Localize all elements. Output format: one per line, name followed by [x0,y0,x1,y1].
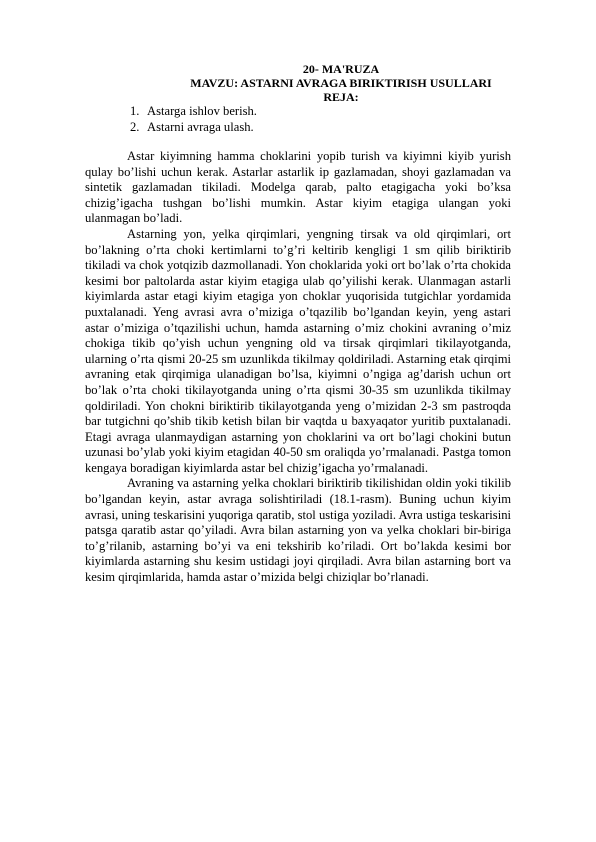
plan-item-text: Astarga ishlov berish. [147,104,257,118]
plan-item-text: Astarni avraga ulash. [147,119,254,134]
plan-title: REJA: [323,90,359,104]
plan-list [130,104,257,135]
lecture-topic: MAVZU: ASTARNI AVRAGA BIRIKTIRISH USULLARI [190,76,492,90]
paragraph: Astarning yon, yelka qirqimlari, yengning tirsak va old qirqimlari, ort bo’lakning o’rta choki kertimlarni to’g’ri keltirib kengligi 1 sm qilib biriktirib tikiladi va chok yotqizib dazmollanadi. Yon choklarida yoki ort bo’lak o’rta chokida kesimi bor paltolarda astar kiyim etagiga ulab qo’yilishi kerak. Ulanmagan astarli kiyimlarda astar etagi kiyim etagiga yon choklar yuqorisida tutgichlar yordamida puxtalanadi. Yeng avrasi avra o’miziga o’tqazilib bo’lgandan keyin, yeng astari astar o’miziga o’tqazilishi uchun, hamda astarning o’miz chokini avraning o’miz chokiga tikib qo’yish uchun yengning old va tirsak qirqimlari tikilayotganda, ularning o’rta qismi 20-25 sm uzunlikda tikilmay qoldiriladi. Astarning etak qirqimi avraning etak qirqimiga ulanadigan bo’lsa, kiyimni o’ngiga ag’darish uchun ort bo’lak o’rta choki tikilayotganda uning o’rta qismi 30-35 sm uzunlikda tikilmay qoldiriladi. Yon chokni biriktirib tikilayotganda yeng o’mizidan 2-3 sm pastroqda bar tutgichni qo’shib tikib ketish bilan bir vaqtda u baxyaqator yuritib puxtalanadi. Etagi avraga ulanmaydigan astarning yon choklarini va ort bo’lagi chokini butun uzunasi bo’ylab yoki kiyim etagidan 40-50 sm oraliqda yo’rmalanadi. Pastga tomon kengaya boradigan kiyimlarda astar bel chizig’igacha yo’rmalanadi. [85,226,511,475]
plan-item-number: 2. [130,119,140,134]
lecture-body [85,149,511,586]
lecture-number: 20- MA'RUZA [302,62,380,76]
plan-item-number: 1. [130,104,140,118]
paragraph: Avraning va astarning yelka choklari biriktirib tikilishidan oldin yoki tikilib bo’lgandan keyin, astar avraga solishtiriladi (18.1-rasm). Buning uchun kiyim avrasi, uning teskarisini yuqoriga qaratib, stol ustiga yoziladi. Avra ustiga teskarisini patsga qaratib astar qo’yiladi. Avra bilan astarning yon va yelka choklari bir-biriga to’g’rilanib, astarning bo’yi va eni tekshirib ko’riladi. Ort bo’lakda kesimi bor kiyimlarda astarning shu kesim ustidagi joyi qirqiladi. Avra bilan astarning bort va kesim qirqimlarida, hamda astar o’mizida belgi chiziqlar bo’rlanadi. [85,476,511,585]
plan-item [130,104,257,120]
paragraph: Astar kiyimning hamma choklarini yopib turish va kiyimni kiyib yurish qulay bo’lishi uchun kerak. Astarlar astarlik ip gazlamadan, shoyi gazlamadan va sintetik gazlamadan tikiladi. Modelga qarab, palto etagigacha yoki bo’ksa chizig’igacha tushgan bo’lishi mumkin. Astar kiyim etagiga ulangan yoki ulanmagan bo’ladi. [85,149,511,226]
plan-item [130,120,257,136]
